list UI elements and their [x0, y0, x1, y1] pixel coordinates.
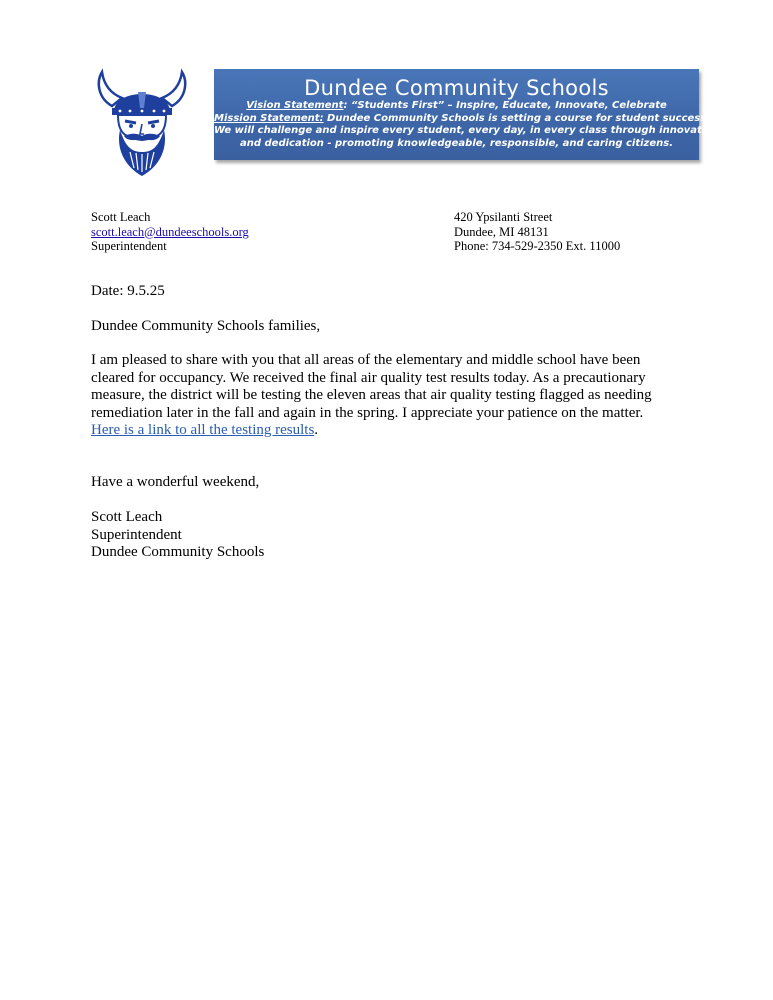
signature-org: Dundee Community Schools: [91, 544, 265, 560]
letter-date: Date: 9.5.25: [91, 283, 165, 299]
address-phone: Phone: 734-529-2350 Ext. 11000: [454, 239, 621, 253]
signature-block: [91, 509, 691, 562]
viking-mascot-logo: [94, 68, 190, 178]
vision-label: Vision Statement: [246, 100, 344, 111]
testing-results-link[interactable]: Here is a link to all the testing results: [91, 422, 315, 438]
address-city: Dundee, MI 48131: [454, 224, 549, 239]
signature-title: Superintendent: [91, 526, 182, 543]
body-line: I am pleased to share with you that all areas of the elementary and middle school have been: [91, 352, 641, 368]
body-line: remediation later in the fall and again in the spring. I appreciate your patience on the matter.: [91, 404, 644, 421]
body-line: cleared for occupancy. We received the final air quality test results today. As a precautionary: [91, 369, 646, 386]
letter-closing: Have a wonderful weekend,: [91, 474, 260, 490]
mission-line-3: We will challenge and inspire every student, every day, in every class through innovation: [214, 125, 720, 136]
sender-email-link[interactable]: scott.leach@dundeeschools.org: [91, 224, 249, 239]
body-line: measure, the district will be testing the eleven areas that air quality testing flagged as needing: [91, 387, 652, 403]
letter-body: [91, 352, 691, 440]
mission-banner: [214, 69, 720, 160]
mission-label: Mission Statement:: [214, 112, 324, 124]
letter-greeting: Dundee Community Schools families,: [91, 318, 321, 334]
sender-title: Superintendent: [91, 239, 167, 253]
address-street: 420 Ypsilanti Street: [454, 210, 553, 224]
sender-name: Scott Leach: [91, 210, 151, 224]
signature-name: Scott Leach: [91, 509, 163, 525]
address-block: [454, 210, 620, 254]
banner-title: Dundee Community Schools: [304, 76, 609, 100]
mission-text: Dundee Community Schools is setting a course for student success.: [323, 112, 711, 124]
mission-line-4: and dedication - promoting knowledgeable, responsible, and caring citizens.: [240, 137, 673, 149]
vision-statement: [214, 100, 699, 113]
vision-text: : “Students First” – Inspire, Educate, Innovate, Celebrate: [343, 100, 667, 111]
mission-statement: [214, 112, 711, 126]
link-suffix: .: [314, 422, 319, 438]
sender-block: [91, 210, 249, 254]
